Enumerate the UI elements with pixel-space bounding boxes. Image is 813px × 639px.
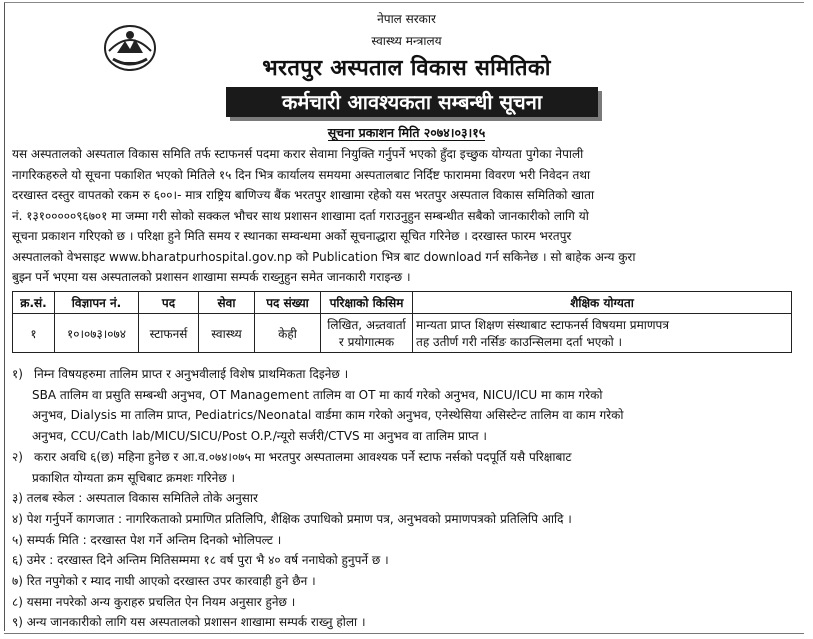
table-header-row <box>13 292 792 314</box>
col-header-count: पद संख्या <box>255 292 321 314</box>
note-text: करार अवधि ६(छ) महिना हुनेछ र आ.व.०७४।०७५ मा भरतपुर अस्पतालमा आवश्यक पर्ने स्टाफ नर्सको पदपूर्ति यसै परिक्षाबाट <box>34 449 572 464</box>
intro-line: सूचना प्रकाशन गरिएको छ । परिक्षा हुने मिति समय र स्थानका सम्वन्धमा अर्को सूचनाद्धारा सूचित गरिनेछ । दरखास्त फारम भरतपुर <box>12 229 572 243</box>
exam-line: लिखित, अन्र्तवार्ता <box>327 318 406 332</box>
col-header-adno: विज्ञापन नं. <box>55 292 139 314</box>
cell-sn: १ <box>13 314 55 353</box>
cell-adno: १०।०७३।०७४ <box>55 314 139 353</box>
note-item: ७) रित नपुगेको र म्याद नाघी आएको दरखास्त उपर कारवाही हुने छैन । <box>12 574 316 589</box>
bottom-rule <box>4 633 804 634</box>
note-continuation: अनुभव, Dialysis मा तालिम प्राप्त, Pediatrics/Neonatal वार्डमा काम गरेको अनुभव, एनेस्थेसिया असिस्टेन्ट तालिम वा काम गरेको <box>32 408 624 423</box>
govt-name: नेपाल सरकार <box>377 12 436 26</box>
cell-post: स्टाफनर्स <box>139 314 199 353</box>
table-row <box>13 314 792 353</box>
col-header-post: पद <box>139 292 199 314</box>
col-header-exam: परिक्षाको किसिम <box>321 292 413 314</box>
note-number: २) <box>12 449 23 464</box>
note-continuation: SBA तालिम वा प्रसुति सम्बन्धी अनुभव, OT Management तालिम वा OT मा कार्य गरेको अनुभव, NICU/ICU मा काम गरेको <box>32 387 603 402</box>
note-item: ६) उमेर : दरखास्त दिने अन्तिम मितिसम्ममा १८ वर्ष पुरा भै ४० वर्ष ननाघेको हुनुपर्ने छ । <box>12 553 389 568</box>
org-title: भरतपुर अस्पताल विकास समितिको <box>262 56 551 81</box>
note-continuation: अनुभव, CCU/Cath lab/MICU/SICU/Post O.P./न्यूरो सर्जरी/CTVS मा अनुभव वा तालिम प्राप्त । <box>32 429 487 444</box>
note-item: ५) सम्पर्क मिति : दरखास्त पेश गर्ने अन्तिम दिनको भोलिपल्ट । <box>12 532 282 547</box>
cell-count: केही <box>255 314 321 353</box>
cell-exam <box>321 314 413 353</box>
vacancy-table <box>12 291 792 353</box>
col-header-qualification: शैक्षिक योग्यता <box>413 292 792 314</box>
intro-paragraph <box>12 144 798 288</box>
note-item <box>12 447 802 468</box>
publication-date-text: सूचना प्रकाशन मिति २०७४।०३।१५ <box>327 125 486 140</box>
publication-date <box>0 124 813 141</box>
notes-list <box>12 364 802 633</box>
note-text: निम्न विषयहरुमा तालिम प्राप्त र अनुभवीलाई विशेष प्राथमिकता दिइनेछ । <box>34 367 349 381</box>
note-item: ४) पेश गर्नुपर्ने कागजात : नागरिकताको प्रमाणित प्रतिलिपि, शैक्षिक उपाधिको प्रमाण पत्र, अनुभवको प्रमाणपत्रको प्रतिलिपि आदि । <box>12 511 572 526</box>
notice-banner: कर्मचारी आवश्यकता सम्बन्धी सूचना <box>226 87 598 117</box>
note-continuation: प्रकाशित योग्यता क्रम सूचिबाट क्रमशः गरिनेछ । <box>32 470 236 485</box>
intro-line: अस्पतालको वेभसाइट www.bharatpurhospital.gov.np को Publication भित्र बाट download गर्न सकिनेछ । सो बाहेक अन्य कुरा <box>12 249 636 264</box>
note-item <box>12 364 802 385</box>
intro-line: दरखास्त दस्तुर वापतको रकम रु ६००।- मात्र राष्ट्रिय बाणिज्य बैंक भरतपुर शाखामा रहेको यस भरतपुर अस्पताल विकास समितिको खाता <box>12 188 595 202</box>
intro-line: बुझ्न पर्ने भएमा यस अस्पतालको प्रशासन शाखामा सम्पर्क राख्नुहुन समेत जानकारी गराइन्छ । <box>12 270 411 284</box>
qualification-line: मान्यता प्राप्त शिक्षण संस्थाबाट स्टाफनर्स विषयमा प्रमाणपत्र <box>416 318 670 332</box>
qualification-line: तह उतीर्ण गरी नर्सिङ काउन्सिलमा दर्ता भएको । <box>416 335 623 349</box>
note-number: १) <box>12 367 23 381</box>
exam-line: र प्रयोगात्मक <box>338 335 395 349</box>
note-item: ३) तलब स्केल : अस्पताल विकास समितिले तोके अनुसार <box>12 491 258 506</box>
cell-service: स्वास्थ्य <box>199 314 255 353</box>
intro-line: यस अस्पतालको अस्पताल विकास समिति तर्फ स्टाफनर्स पदमा करार सेवामा नियुक्ति गर्नुपर्ने भएको हुँदा इच्छुक योग्यता पुगेका नेपाली <box>12 147 584 161</box>
col-header-sn: क्र.सं. <box>13 292 55 314</box>
note-item: ९) अन्य जानकारीको लागि यस अस्पतालको प्रशासन शाखामा सम्पर्क राख्नु होला । <box>12 615 366 630</box>
intro-line: नं. १३१०००००९६७०१ मा जम्मा गरी सोको सक्कल भौचर साथ प्रशासन शाखामा दर्ता गराउनुहुन सम्बन्धीत सबैको जानकारीको लागि यो <box>12 208 589 223</box>
cell-qualification <box>413 314 792 353</box>
col-header-service: सेवा <box>199 292 255 314</box>
ministry-name: स्वास्थ्य मन्त्रालय <box>371 34 442 48</box>
note-item: ८) यसमा नपरेको अन्य कुराहरु प्रचलित ऐन नियम अनुसार हुनेछ । <box>12 594 296 609</box>
intro-line: नागरिकहरुले यो सूचना पकाशित भएको मितिले १५ दिन भित्र कार्यालय समयमा अस्पतालबाट निर्दिष्ट फाराममा विवरण भरी निवेदन तथा <box>12 167 591 182</box>
